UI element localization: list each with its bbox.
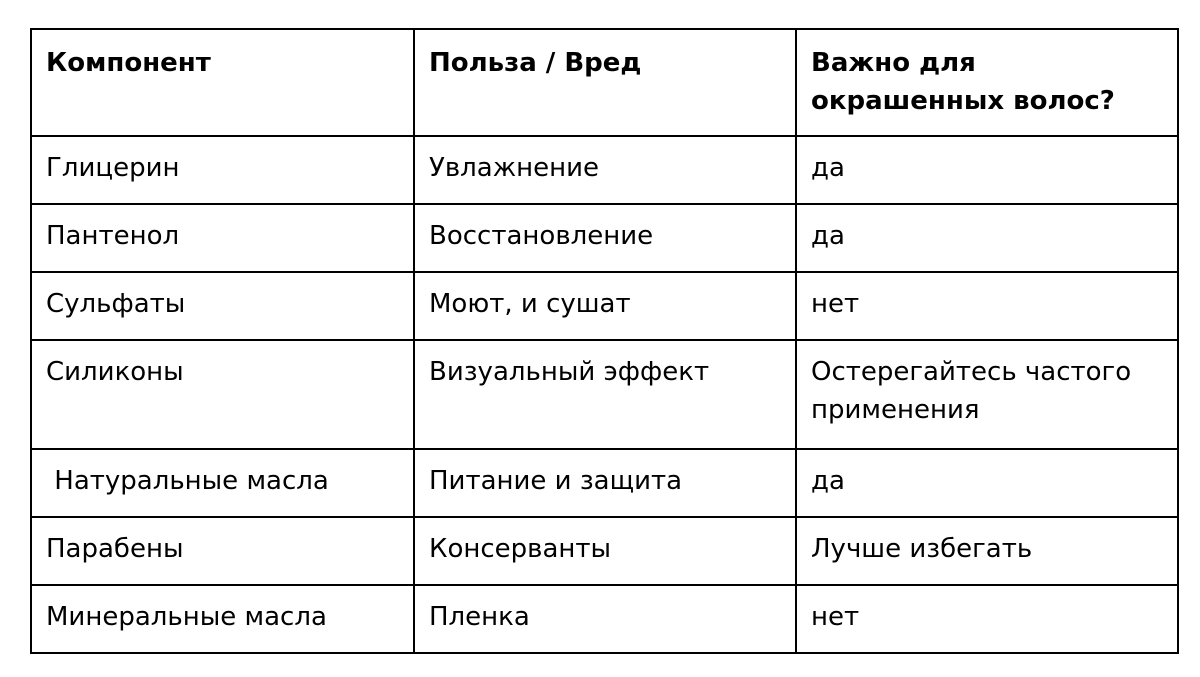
table-row: [31, 449, 1178, 517]
cell-component: Глицерин: [31, 136, 414, 204]
header-benefit-harm: Польза / Вред: [414, 29, 796, 136]
cell-important: Лучше избегать: [796, 517, 1178, 585]
table-row: [31, 272, 1178, 340]
cell-important: нет: [796, 272, 1178, 340]
cell-benefit: Консерванты: [414, 517, 796, 585]
table-row: [31, 517, 1178, 585]
cell-important: да: [796, 204, 1178, 272]
cell-component: Парабены: [31, 517, 414, 585]
cell-benefit: Визуальный эффект: [414, 340, 796, 449]
table-row: [31, 340, 1178, 449]
cell-important: да: [796, 136, 1178, 204]
cell-important: нет: [796, 585, 1178, 653]
cell-component: Пантенол: [31, 204, 414, 272]
cell-benefit: Восстановление: [414, 204, 796, 272]
table-row: [31, 204, 1178, 272]
header-component: Компонент: [31, 29, 414, 136]
table-row: [31, 585, 1178, 653]
header-important-for-colored-hair: Важно для окрашенных волос?: [796, 29, 1178, 136]
cell-benefit: Пленка: [414, 585, 796, 653]
cell-component: Сульфаты: [31, 272, 414, 340]
cell-component: Натуральные масла: [31, 449, 414, 517]
cell-component: Минеральные масла: [31, 585, 414, 653]
cell-important: Остерегайтесь частого применения: [796, 340, 1178, 449]
cell-benefit: Питание и защита: [414, 449, 796, 517]
cell-important: да: [796, 449, 1178, 517]
cell-component: Силиконы: [31, 340, 414, 449]
cell-benefit: Увлажнение: [414, 136, 796, 204]
cell-benefit: Моют, и сушат: [414, 272, 796, 340]
table-row: [31, 136, 1178, 204]
ingredients-table: [30, 28, 1179, 654]
table-header-row: [31, 29, 1178, 136]
